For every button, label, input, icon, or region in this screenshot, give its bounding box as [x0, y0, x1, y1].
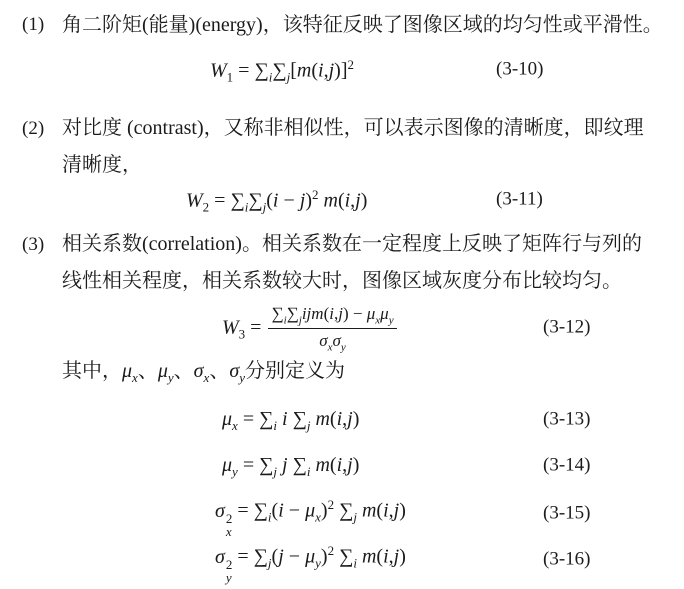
formula-token: ) — [399, 545, 406, 568]
equation-row-3-13 — [0, 404, 684, 434]
formula-token: ( — [337, 189, 345, 212]
section-text-line: 对比度 (contrast)，又称非相似性，可以表示图像的清晰度，即纹理 — [62, 117, 644, 139]
formula-token: 2 — [202, 199, 210, 215]
section-energy — [0, 10, 684, 40]
equation-number-3-16: (3-16) — [543, 548, 591, 570]
formula-token: ) — [320, 499, 328, 522]
formula-token: j — [299, 189, 306, 212]
formula-token: − — [283, 545, 306, 568]
section-text-line: 相关系数(correlation)。相关系数在一定程度上反映了矩阵行与列的 — [62, 233, 642, 255]
formula-token: = — [245, 316, 267, 338]
formula-token: 、 — [137, 360, 158, 382]
equation-number-3-10: (3-10) — [496, 58, 544, 80]
formula-token: ( — [376, 499, 384, 522]
formula-3-10 — [210, 58, 354, 84]
formula-token: i — [283, 313, 287, 326]
formula-token: = ∑ — [237, 408, 274, 431]
formula-token: μ — [366, 303, 376, 323]
formula-token: , — [350, 189, 356, 212]
formula-3-16 — [215, 544, 406, 584]
formula-token: j — [278, 545, 284, 568]
formula-token: σ — [319, 330, 328, 350]
formula-token: j — [393, 499, 400, 522]
item-number-3: (3) — [22, 234, 45, 255]
formula-token: W — [186, 189, 203, 212]
formula-token: , — [323, 59, 329, 82]
item-number-1: (1) — [22, 14, 45, 35]
formula-token: j — [286, 69, 291, 85]
formula-token: 2 — [327, 543, 335, 558]
formula-token: μ — [222, 454, 233, 477]
section-correlation-text — [62, 226, 684, 300]
formula-token: m — [315, 408, 330, 431]
formula-token: j — [328, 59, 335, 82]
formula-token: i — [383, 545, 389, 568]
formula-token: j — [393, 545, 400, 568]
formula-token: y — [388, 313, 394, 326]
section-text-line: 清晰度， — [62, 154, 142, 176]
formula-token: i — [336, 408, 343, 431]
where-clause — [0, 356, 684, 386]
formula-token: ) — [360, 189, 368, 212]
formula-token: i — [282, 408, 288, 431]
formula-token: , — [342, 408, 348, 431]
formula-token: j — [298, 313, 302, 326]
formula-token: j — [306, 418, 311, 434]
formula-token: )] — [334, 59, 348, 82]
formula-token: ) — [305, 189, 312, 212]
equation-row-3-15 — [0, 497, 684, 539]
formula-token: j — [347, 408, 353, 431]
formula-token: y — [167, 370, 174, 385]
formula-token: ) — [352, 454, 360, 477]
fraction — [268, 304, 396, 354]
formula-token: y — [340, 341, 346, 354]
formula-token: ) − — [342, 303, 367, 323]
equation-row-3-12 — [0, 302, 684, 352]
formula-token: ) — [399, 499, 406, 522]
section-contrast-text — [62, 110, 684, 184]
formula-token: 2 — [225, 510, 233, 526]
formula-token: i — [353, 555, 357, 571]
section-text-line: 线性相关程度，相关系数较大时，图像区域灰度分布比较均匀。 — [62, 270, 622, 292]
formula-token: j — [338, 303, 343, 323]
formula-token: ( — [376, 545, 384, 568]
sub-sup-variable — [215, 500, 232, 538]
formula-token: i — [267, 509, 272, 525]
formula-token: ( — [329, 454, 337, 477]
formula-token: ∑ — [272, 59, 287, 82]
formula-token: = ∑ — [232, 545, 268, 568]
formula-token: ( — [311, 59, 319, 82]
formula-token: 2 — [225, 556, 233, 572]
formula-token: i — [383, 499, 389, 522]
formula-3-15 — [215, 498, 406, 538]
formula-token: x — [315, 509, 321, 525]
formula-token: W — [222, 316, 239, 338]
formula-token: σ — [215, 545, 225, 568]
fraction-numerator — [268, 304, 396, 329]
formula-token: , — [333, 303, 339, 323]
formula-token: = ∑ — [237, 454, 274, 477]
formula-token: = ∑ — [209, 189, 245, 212]
formula-token: ∑ — [271, 303, 284, 323]
formula-token: i — [336, 454, 343, 477]
formula-token: 、 — [173, 360, 194, 382]
formula-token: 2 — [347, 56, 354, 72]
formula-token: j — [353, 509, 357, 525]
formula-token: 、 — [209, 360, 230, 382]
formula-token: , — [342, 454, 348, 477]
formula-token: σ — [193, 360, 204, 382]
formula-token: j — [267, 555, 272, 571]
section-text-line: 角二阶矩(能量)(energy)，该特征反映了图像区域的均匀性或平滑性。 — [62, 14, 663, 36]
section-contrast — [0, 110, 684, 184]
formula-token: = ∑ — [232, 499, 268, 522]
formula-token: i — [278, 499, 284, 522]
equation-row-3-16 — [0, 543, 684, 585]
equation-row-3-14 — [0, 450, 684, 480]
formula-token: x — [327, 341, 333, 354]
formula-token: i — [306, 464, 311, 480]
formula-token: − — [283, 499, 306, 522]
formula-token: 其中， — [62, 360, 122, 382]
formula-token: 2 — [311, 186, 319, 202]
formula-token: 3 — [238, 326, 246, 341]
formula-token: [ — [290, 59, 297, 82]
formula-token: i — [272, 189, 279, 212]
formula-token: − — [278, 189, 300, 212]
formula-token: y — [225, 569, 232, 585]
formula-token: i — [268, 69, 273, 85]
formula-token: y — [315, 555, 321, 571]
formula-token: 1 — [226, 69, 234, 85]
formula-token: μ — [380, 303, 389, 323]
formula-token: μ — [305, 545, 316, 568]
formula-token: ( — [266, 189, 273, 212]
equation-number-3-15: (3-15) — [543, 502, 591, 524]
sub-sup-variable — [215, 546, 232, 584]
formula-token: x — [203, 370, 210, 385]
equation-number-3-11: (3-11) — [496, 188, 543, 210]
formula-token: ( — [323, 303, 330, 323]
formula-token: j — [355, 189, 361, 212]
formula-token: ijm — [301, 303, 324, 323]
formula-token: y — [239, 370, 245, 385]
formula-token: i — [329, 303, 334, 323]
formula-3-14 — [222, 454, 359, 478]
formula-3-12 — [222, 304, 399, 354]
formula-token: j — [262, 199, 267, 215]
formula-token: σ — [332, 330, 341, 350]
formula-token: m — [361, 499, 377, 522]
formula-token: j — [273, 464, 277, 480]
equation-row-3-11 — [0, 184, 684, 214]
formula-token: x — [375, 313, 381, 326]
formula-token: x — [132, 370, 138, 385]
formula-token: ) — [352, 408, 360, 431]
section-energy-text — [62, 10, 684, 40]
item-number-2: (2) — [22, 118, 45, 139]
formula-token: σ — [215, 499, 225, 522]
formula-token: y — [232, 464, 238, 480]
formula-token: σ — [229, 360, 240, 382]
formula-3-11 — [186, 188, 367, 214]
formula-token: i — [318, 59, 324, 82]
formula-token: μ — [305, 499, 316, 522]
formula-token: ∑ — [287, 454, 307, 477]
formula-token: , — [388, 499, 394, 522]
equation-row-3-10 — [0, 54, 684, 84]
formula-token: W — [210, 59, 227, 82]
formula-token: i — [244, 199, 249, 215]
formula-token: ∑ — [287, 408, 307, 431]
formula-token: ( — [329, 408, 337, 431]
formula-token: j — [347, 454, 353, 477]
formula-token: i — [273, 418, 277, 434]
formula-token: = ∑ — [233, 59, 269, 82]
formula-token: ( — [271, 545, 279, 568]
formula-token: μ — [157, 360, 168, 382]
formula-token: x — [232, 418, 238, 434]
formula-token: m — [315, 454, 330, 477]
formula-token: m — [323, 189, 338, 212]
formula-token: μ — [222, 408, 233, 431]
formula-token: i — [344, 189, 351, 212]
formula-token: m — [361, 545, 377, 568]
formula-token: j — [282, 454, 288, 477]
section-correlation — [0, 226, 684, 300]
formula-token: ) — [320, 545, 328, 568]
formula-token: 2 — [327, 497, 335, 512]
formula-token: ∑ — [334, 545, 354, 568]
fraction-denominator — [268, 329, 396, 353]
formula-token: μ — [122, 360, 133, 382]
formula-token: x — [225, 523, 232, 539]
formula-token: ( — [271, 499, 279, 522]
formula-token: ∑ — [248, 189, 263, 212]
document-page — [0, 10, 684, 589]
formula-token: , — [388, 545, 394, 568]
formula-token: 分别定义为 — [244, 360, 345, 382]
equation-number-3-13: (3-13) — [543, 408, 591, 430]
formula-token: ∑ — [286, 303, 299, 323]
equation-number-3-14: (3-14) — [543, 454, 591, 476]
formula-token: m — [296, 59, 312, 82]
formula-token: ∑ — [334, 499, 354, 522]
formula-3-13 — [222, 408, 359, 432]
equation-number-3-12: (3-12) — [543, 316, 591, 338]
